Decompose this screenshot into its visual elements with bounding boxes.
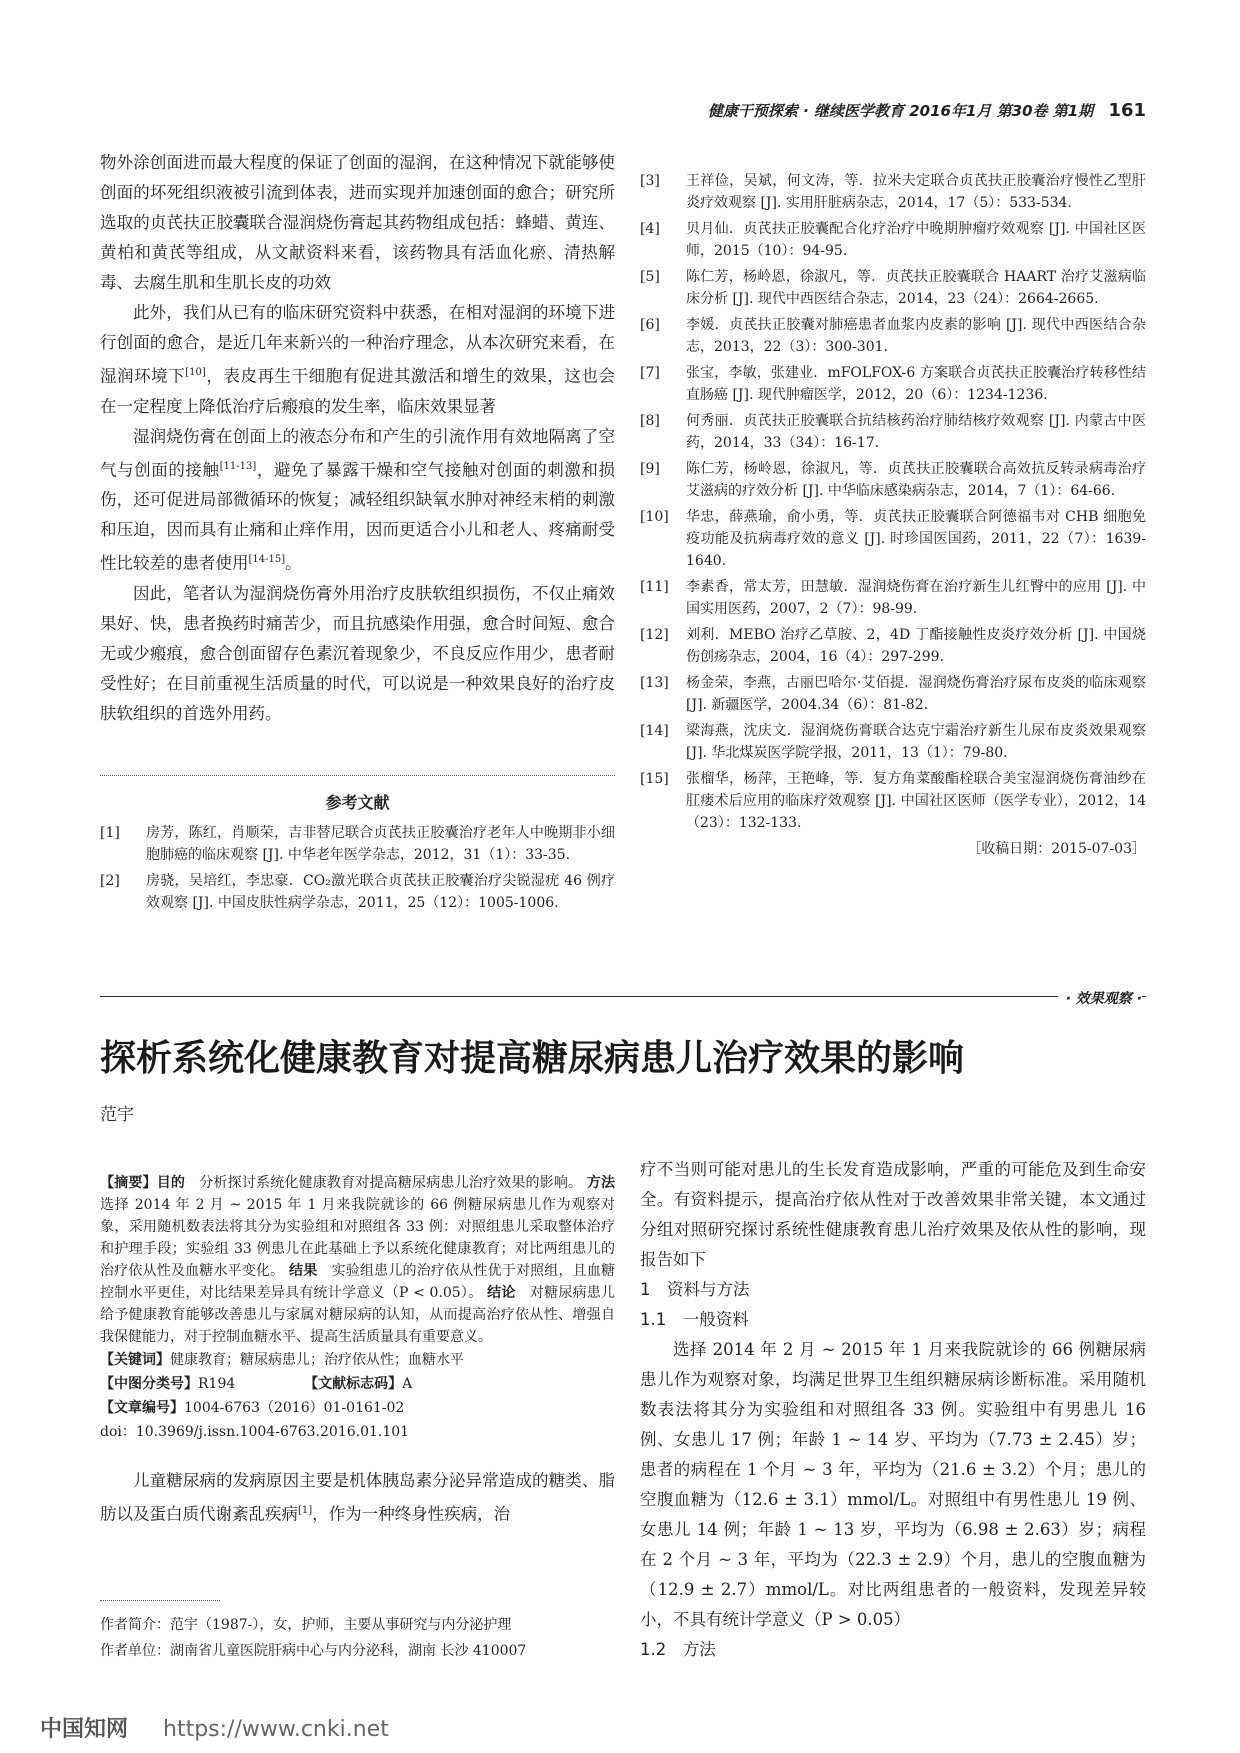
abstract-block [100,1172,615,1530]
paragraph: 湿润烧伤膏在创面上的液态分布和产生的引流作用有效地隔离了空气与创面的接触[11-13]，避免了暴露干燥和空气接触对创面的刺激和损伤，还可促进局部微循环的恢复；减轻组织缺氧水肿对神经末梢的刺激和压迫，因而具有止痛和止痒作用，因而更适合小儿和老人、疼痛耐受性比较差的患者使用[14-15]。 [100,426,616,573]
section-divider [100,996,1146,997]
reference-item: [12] 刘利．MEBO 治疗乙草胺、2，4D 丁酯接触性皮炎疗效分析 [J]. 中国烧伤创疡杂志，2004，16（4）：297-299. [640,627,1146,665]
paragraph: 选择 2014 年 2 月 ~ 2015 年 1 月来我院就诊的 66 例糖尿病患儿作为观察对象，均满足世界卫生组织糖尿病诊断标准。采用随机数表法将其分为实验组和对照组各 33 例。实验组中有男患儿 16 例、女患儿 17 例；年龄 1 ~ 14 岁、平均为（7.73 ± 2.45）岁；患者的病程在 1 个月 ~ 3 年，平均为（21.6 ± 3.2）个月；患儿的空腹血糖为（12.6 ± 3.1）mmol/L。对照组中有男性患儿 19 例、女患儿 14 例；年龄 1 ~ 13 岁，平均为（6.98 ± 2.63）岁；病程在 2 个月 ~ 3 年，平均为（22.3 ± 2.9）个月，患儿的空腹血糖为（12.9 ± 2.7）mmol/L。对比两组患者的一般资料，发现差异较小，不具有统计学意义（P > 0.05） [640,1340,1146,1629]
references-divider [100,775,615,776]
subsection-heading: 1.1 一般资料 [640,1310,749,1329]
reference-item: [5] 陈仁芳，杨岭恩，徐淑凡，等．贞芪扶正胶囊联合 HAART 治疗艾滋病临床分析 [J]. 现代中西医结合杂志，2014，23（24）：2664-2665. [640,269,1146,307]
reference-item: [15] 张榴华，杨萍，王艳峰，等．复方角菜酸酯栓联合美宝湿润烧伤膏油纱在肛瘘术后应用的临床疗效观察 [J]. 中国社区医师（医学专业），2012，14（23）：132-133. [640,771,1146,831]
citation: [10] [185,367,206,378]
cnki-logo: 中国知网 [40,1717,129,1742]
received-date: ［收稿日期：2015-07-03］ [967,841,1146,857]
article-author: 范宇 [100,1105,134,1125]
footnotes [100,1612,615,1664]
reference-item: [9] 陈仁芳，杨岭恩，徐淑凡，等．贞芪扶正胶囊联合高效抗反转录病毒治疗艾滋病的疗效分析 [J]. 中华临床感染病杂志，2014，7（1）：64-66. [640,461,1146,499]
references-title: 参考文献 [325,793,390,812]
citation: [14-15] [248,554,286,565]
citation: [11-13] [219,460,257,472]
paragraph: 因此，笔者认为湿润烧伤膏外用治疗皮肤软组织损伤，不仅止痛效果好、快，患者换药时痛苦少，而且抗感染作用强，愈合时间短、愈合无或少瘢痕，愈合创面留存色素沉着现象少，不良反应作用少，患者耐受性好；在目前重视生活质量的时代，可以说是一种效果良好的治疗皮肤软组织的首选外用药。 [100,583,615,723]
reference-item: [11] 李素香，常太芳，田慧敏．湿润烧伤膏在治疗新生儿红臀中的应用 [J]. 中国实用医药，2007，2（7）：98-99. [640,579,1146,617]
reference-item: [3] 王祥俭，吴斌，何文涛，等．拉米夫定联合贞芪扶正胶囊治疗慢性乙型肝炎疗效观察 [J]. 实用肝脏病杂志，2014，17（5）：533-534. [640,173,1146,211]
paragraph: 物外涂创面进而最大程度的保证了创面的湿润，在这种情况下就能够使创面的坏死组织液被引流到体表，进而实现并加速创面的愈合；研究所选取的贞芪扶正胶囊联合湿润烧伤膏起其药物组成包括：蜂蜡、黄连、黄柏和黄芪等组成，从文献资料来看，该药物具有活血化瘀、清热解毒、去腐生肌和生肌长皮的功效 [100,153,615,292]
header-section: 健康干预探索 [707,102,798,120]
reference-item: [4] 贝月仙．贞芪扶正胶囊配合化疗治疗中晚期肿瘤疗效观察 [J]. 中国社区医师，2015（10）：94-95. [640,221,1146,259]
reference-item: [8] 何秀丽．贞芪扶正胶囊联合抗结核药治疗肺结核疗效观察 [J]. 内蒙古中医药，2014，33（34）：16-17. [640,413,1146,451]
paragraph: 此外，我们从已有的临床研究资料中获悉，在相对湿润的环境下进行创面的愈合，是近几年来新兴的一种治疗理念，从本次研究来看，在湿润环境下[10]，表皮再生干细胞有促进其激活和增生的效果，这也会在一定程度上降低治疗后瘢痕的发生率，临床效果显著 [100,303,616,416]
running-header: 健康干预探索 · 继续医学教育 2016年1月 第30卷 第1期 161 [707,100,1146,121]
footer-url[interactable]: https://www.cnki.net [163,1717,389,1742]
citation: [1] [298,1505,313,1516]
reference-item: [13] 杨金荣，李燕，古丽巴哈尔·艾佰提．湿润烧伤膏治疗尿布皮炎的临床观察 [J]. 新疆医学，2004.34（6）：81-82. [640,675,1146,713]
column-tag: · 效果观察 · [1058,988,1142,1008]
doi: doi：10.3969/j.issn.1004-6763.2016.01.101 [100,1424,410,1440]
author-affiliation: 作者单位：湖南省儿童医院肝病中心与内分泌科，湖南 长沙 410007 [100,1643,527,1659]
reference-item: [10] 华忠，薛燕瑜，俞小勇，等．贞芪扶正胶囊联合阿德福韦对 CHB 细胞免疫功能及抗病毒疗效的意义 [J]. 时珍国医国药，2011，22（7）：1639-1640. [640,509,1146,569]
reference-item: [7] 张宝，李敏，张建业．mFOLFOX-6 方案联合贞芪扶正胶囊治疗转移性结直肠癌 [J]. 现代肿瘤医学，2012，20（6）：1234-1236. [640,365,1146,403]
author-bio: 作者简介：范宇（1987-），女，护师，主要从事研究与内分泌护理 [100,1617,512,1633]
reference-item: [14] 梁海燕，沈庆文．湿润烧伤膏联合达克宁霜治疗新生儿尿布皮炎效果观察 [J]. 华北煤炭医学院学报，2011，13（1）：79-80. [640,723,1146,761]
classification: 【中图分类号】R194 【文献标志码】A [100,1376,413,1392]
references-list-left [100,822,615,918]
reference-item: [2] 房骁，吴培红，李忠豪．CO₂激光联合贞芪扶正胶囊治疗尖锐湿疣 46 例疗效观察 [J]. 中国皮肤性病学杂志，2011，25（12）：1005-1006. [100,873,615,911]
page-number: 161 [1108,100,1146,121]
article-number: 【文章编号】1004-6763（2016）01-0161-02 [100,1400,405,1416]
article-body-right [640,1155,1146,1665]
abstract: 【摘要】目的 分析探讨系统化健康教育对提高糖尿病患儿治疗效果的影响。 方法 选择 2014 年 2 月 ~ 2015 年 1 月来我院就诊的 66 例糖尿病患儿作为观察对象，采用随机数表法将其分为实验组和对照组各 33 例：对照组患儿采取整体治疗和护理手段；实验组 33 例患儿在此基础上予以系统化健康教育；对比两组患儿的治疗依从性及血糖水平变化。 结果 实验组患儿的治疗依从性优于对照组，且血糖控制水平更佳，对比结果差异具有统计学意义（P < 0.05）。 结论 对糖尿病患儿给予健康教育能够改善患儿与家属对糖尿病的认知，从而提高治疗依从性、增强自我保健能力，对于控制血糖水平、提高生活质量具有重要意义。 [100,1175,616,1345]
reference-item: [6] 李媛．贞芪扶正胶囊对肺癌患者血浆内皮素的影响 [J]. 现代中西医结合杂志，2013，22（3）：300-301. [640,317,1146,355]
keywords: 【关键词】健康教育；糖尿病患儿；治疗依从性；血糖水平 [100,1352,464,1368]
paragraph: 疗不当则可能对患儿的生长发育造成影响，严重的可能危及到生命安全。有资料提示，提高治疗依从性对于改善效果非常关键，本文通过分组对照研究探讨系统性健康教育患儿治疗效果及依从性的影响，现报告如下 [640,1160,1146,1269]
header-journal: 继续医学教育 2016年1月 第30卷 第1期 [814,102,1094,120]
section-heading: 1 资料与方法 [640,1280,750,1299]
subsection-heading: 1.2 方法 [640,1640,716,1659]
reference-item: [1] 房芳，陈红，肖顺荣，吉非替尼联合贞芪扶正胶囊治疗老年人中晚期非小细胞肺癌的临床观察 [J]. 中华老年医学杂志，2012，31（1）：33-35. [100,825,615,863]
references-list-right [640,170,1146,858]
intro-paragraph: 儿童糖尿病的发病原因主要是机体胰岛素分泌异常造成的糖类、脂肪以及蛋白质代谢紊乱疾病[1]，作为一种终身性疾病，治 [100,1471,615,1524]
footer-watermark [40,1712,389,1743]
article-title: 探析系统化健康教育对提高糖尿病患儿治疗效果的影响 [100,1038,965,1079]
footnote-divider [100,1600,220,1601]
prev-article-body [100,148,615,729]
